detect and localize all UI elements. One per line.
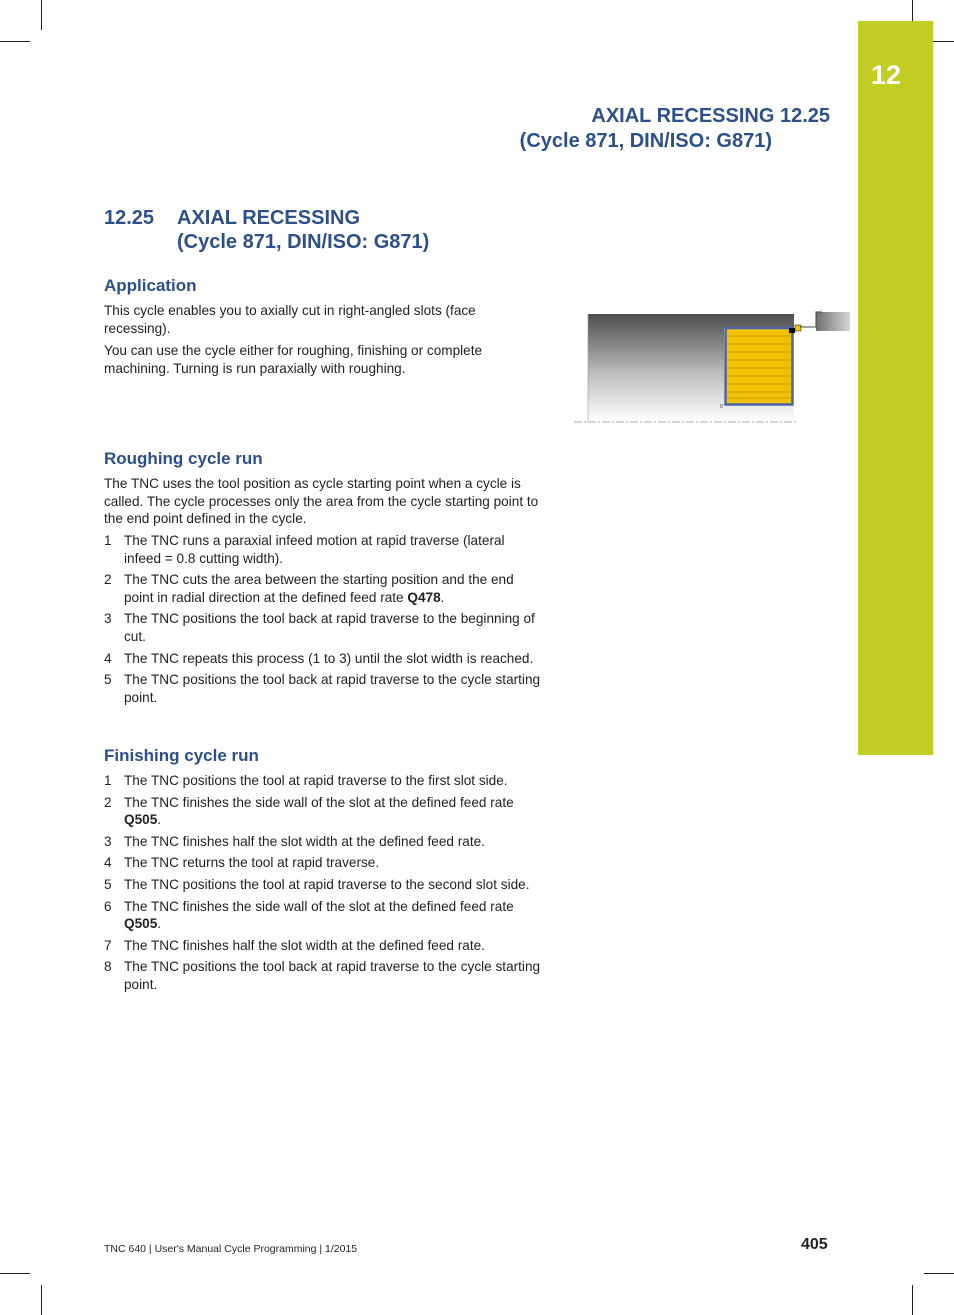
finishing-steps [104,772,544,998]
list-item: 2 The TNC finishes the side wall of the slot at the defined feed rate Q505. [104,794,514,828]
crop-mark [0,1273,30,1274]
roughing-steps [104,532,544,710]
application-paragraph-1: This cycle enables you to axially cut in right-angled slots (face recessing). [104,303,476,336]
param-q505: Q505 [124,916,158,932]
crop-mark [912,1285,913,1315]
list-item: 5 The TNC positions the tool at rapid traverse to the second slot side. [104,876,530,892]
section-number: 12.25 [104,207,155,229]
list-item: 5 The TNC positions the tool back at rapid traverse to the cycle starting point. [104,672,541,705]
list-item: 7 The TNC finishes half the slot width at the defined feed rate. [104,937,485,953]
recessing-figure [572,308,852,426]
crop-mark [41,1285,42,1315]
application-paragraph-2: You can use the cycle either for roughing, finishing or complete machining. Turning is run paraxially with roughing. [104,343,483,376]
section-heading [104,206,429,254]
chapter-number: 12 [871,60,902,90]
footer-text: TNC 640 | User's Manual Cycle Programming | 1/2015 [104,1243,358,1255]
list-item: 1 The TNC positions the tool at rapid traverse to the first slot side. [104,773,508,788]
figure-label: 0 [720,404,723,410]
chapter-tab [858,21,933,755]
page-number: 405 [801,1236,828,1253]
list-item: 8 The TNC positions the tool back at rapid traverse to the cycle starting point. [104,959,541,992]
list-item: 1 The TNC runs a paraxial infeed motion at rapid traverse (lateral infeed = 0.8 cutting width). [104,533,505,566]
crop-mark [41,0,42,30]
crop-mark [924,1273,954,1274]
param-q478: Q478 [407,589,441,605]
running-header [520,104,830,154]
list-item: 6 The TNC finishes the side wall of the slot at the defined feed rate Q505. [104,898,514,932]
running-header-line2: (Cycle 871, DIN/ISO: G871) [519,130,772,152]
running-header-line1: AXIAL RECESSING 12.25 [591,105,830,127]
list-item: 3 The TNC finishes half the slot width at the defined feed rate. [104,833,485,849]
roughing-intro: The TNC uses the tool position as cycle starting point when a cycle is called. The cycle processes only the area from the cycle starting point to the end point defined in the cycle. [104,476,539,527]
list-item: 3 The TNC positions the tool back at rapid traverse to the beginning of cut. [104,611,535,644]
section-title-line2: (Cycle 871, DIN/ISO: G871) [177,231,430,253]
application-heading: Application [104,276,197,295]
param-q505: Q505 [124,812,158,828]
list-item: 4 The TNC repeats this process (1 to 3) until the slot width is reached. [104,650,534,666]
roughing-heading: Roughing cycle run [104,449,263,468]
crop-mark [0,41,30,42]
finishing-heading: Finishing cycle run [104,746,259,765]
slot [720,328,794,410]
tool [789,312,850,333]
section-title-line1: AXIAL RECESSING [177,207,360,229]
list-item: 4 The TNC returns the tool at rapid traverse. [104,855,380,871]
list-item: 2 The TNC cuts the area between the starting position and the end point in radial direction at the defined feed rate Q478. [104,572,514,605]
